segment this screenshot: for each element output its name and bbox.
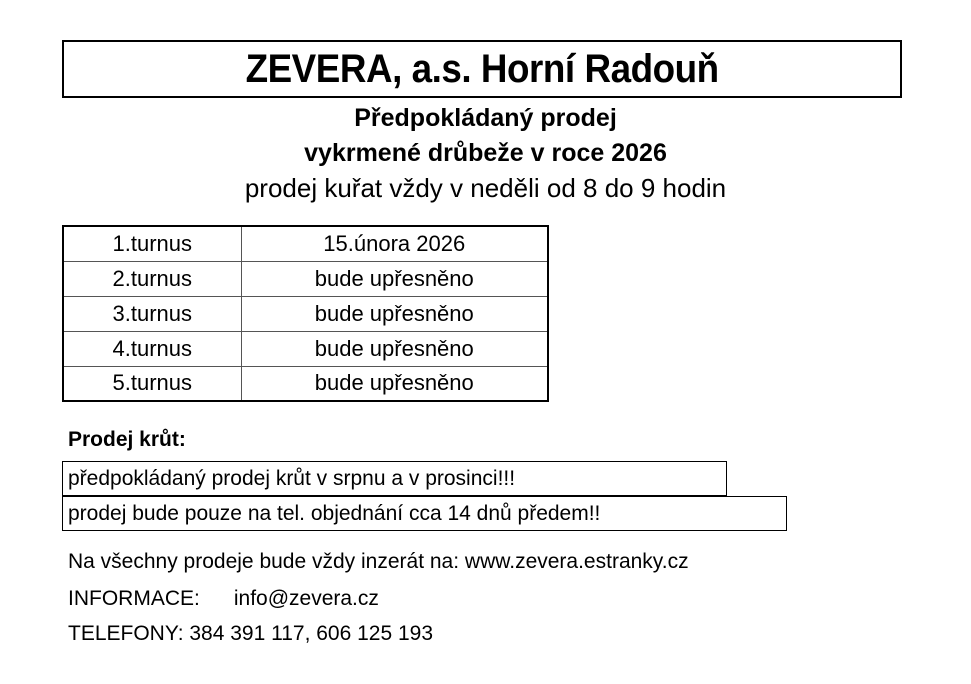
date-cell: bude upřesněno [241, 331, 548, 366]
turnus-cell: 3.turnus [63, 296, 241, 331]
company-title: ZEVERA, a.s. Horní Radouň [245, 46, 719, 91]
turkey-sale-heading: Prodej krůt: [68, 428, 186, 451]
table-row [63, 261, 548, 296]
turnus-cell: 5.turnus [63, 366, 241, 401]
advert-line: Na všechny prodeje bude vždy inzerát na: www.zevera.estranky.cz [68, 550, 689, 573]
date-cell: bude upřesněno [241, 366, 548, 401]
schedule-table [62, 225, 549, 402]
info-email: info@zevera.cz [233, 587, 379, 610]
table-row [63, 226, 548, 261]
subtitle-line-1: Předpokládaný prodej [354, 104, 617, 132]
info-label: INFORMACE: [68, 587, 200, 610]
turkey-note-1: předpokládaný prodej krůt v srpnu a v prosinci!!! [62, 461, 727, 496]
subtitle-line-3: prodej kuřat vždy v neděli od 8 do 9 hodin [244, 173, 727, 203]
date-cell: 15.února 2026 [241, 226, 548, 261]
table-row [63, 366, 548, 401]
turkey-note-2: prodej bude pouze na tel. objednání cca 14 dnů předem!! [62, 496, 787, 531]
phones-line: TELEFONY: 384 391 117, 606 125 193 [68, 622, 434, 645]
date-cell: bude upřesněno [241, 261, 548, 296]
turnus-cell: 2.turnus [63, 261, 241, 296]
company-title-box [62, 40, 902, 98]
table-row [63, 296, 548, 331]
turnus-cell: 1.turnus [63, 226, 241, 261]
subtitle-line-2: vykrmené drůbeže v roce 2026 [304, 139, 667, 167]
turnus-cell: 4.turnus [63, 331, 241, 366]
date-cell: bude upřesněno [241, 296, 548, 331]
table-row [63, 331, 548, 366]
info-line [68, 587, 379, 611]
